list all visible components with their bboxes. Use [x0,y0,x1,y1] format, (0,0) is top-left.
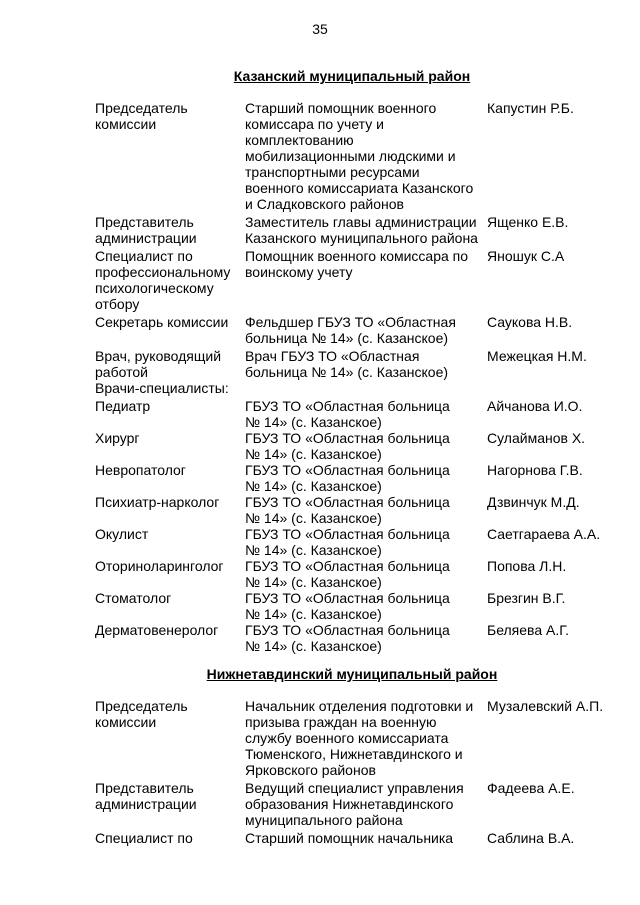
organization-cell: ГБУЗ ТО «Областная больница № 14» (с. Казанское) [245,430,450,462]
table-row [95,830,625,846]
name-cell: Брезгин В.Г. [487,590,566,606]
organization-cell: Старший помощник военного комиссара по учету и комплектованию мобилизационными людскими и транспортными ресурсами военного комиссариата Казанского и Сладковского районов [245,100,474,212]
table-row [95,780,625,828]
table-row [95,348,625,396]
page-number: 35 [312,21,328,37]
name-cell: Фадеева А.Е. [487,780,575,796]
organization-cell: ГБУЗ ТО «Областная больница № 14» (с. Казанское) [245,622,450,654]
role-cell: Представитель администрации [95,214,197,246]
name-cell: Айчанова И.О. [487,398,583,414]
table-row [95,698,625,778]
table-row [95,494,625,526]
role-cell: Педиатр [95,398,151,414]
role-cell: Специалист по [95,830,193,846]
organization-cell: ГБУЗ ТО «Областная больница № 14» (с. Казанское) [245,462,450,494]
role-cell: Врач, руководящий работой Врачи-специалисты: [95,348,229,396]
name-cell: Саблина В.А. [487,830,575,846]
role-cell: Дерматовенеролог [95,622,219,638]
table-row [95,462,625,494]
organization-cell: Ведущий специалист управления образования Нижнетавдинского муниципального района [245,780,464,828]
name-cell: Межецкая Н.М. [487,348,587,364]
section-kazansky-rows [95,100,625,654]
role-cell: Представитель администрации [95,780,197,812]
organization-cell: ГБУЗ ТО «Областная больница № 14» (с. Казанское) [245,494,450,526]
role-cell: Невропатолог [95,462,186,478]
organization-cell: Старший помощник начальника [245,830,454,846]
organization-cell: ГБУЗ ТО «Областная больница № 14» (с. Казанское) [245,398,450,430]
role-cell: Окулист [95,526,149,542]
name-cell: Нагорнова Г.В. [487,462,583,478]
name-cell: Капустин Р.Б. [487,100,574,116]
organization-cell: Заместитель главы администрации Казанского муниципального района [245,214,478,246]
name-cell: Яношук С.А [487,248,565,264]
table-row [95,100,625,212]
name-cell: Беляева А.Г. [487,622,569,638]
table-row [95,248,625,312]
table-row [95,398,625,430]
table-row [95,590,625,622]
role-cell: Председатель комиссии [95,100,188,132]
name-cell: Ященко Е.В. [487,214,569,230]
table-row [95,214,625,246]
name-cell: Саукова Н.В. [487,314,573,330]
organization-cell: ГБУЗ ТО «Областная больница № 14» (с. Казанское) [245,526,450,558]
role-cell: Специалист по профессиональному психологическому отбору [95,248,231,312]
table-row [95,314,625,346]
name-cell: Попова Л.Н. [487,558,567,574]
name-cell: Сулайманов Х. [487,430,586,446]
organization-cell: Фельдшер ГБУЗ ТО «Областная больница № 14» (с. Казанское) [245,314,456,346]
organization-cell: ГБУЗ ТО «Областная больница № 14» (с. Казанское) [245,590,450,622]
section-title-kazansky: Казанский муниципальный район [233,68,471,84]
table-row [95,622,625,654]
name-cell: Дзвинчук М.Д. [487,494,580,510]
role-cell: Хирург [95,430,140,446]
name-cell: Саетгараева А.А. [487,526,601,542]
table-row [95,430,625,462]
role-cell: Председатель комиссии [95,698,188,730]
name-cell: Музалевский А.П. [487,698,604,714]
role-cell: Стоматолог [95,590,172,606]
table-row [95,558,625,590]
organization-cell: ГБУЗ ТО «Областная больница № 14» (с. Казанское) [245,558,450,590]
role-cell: Психиатр-нарколог [95,494,220,510]
section-title-nizhnetavdinsky: Нижнетавдинский муниципальный район [206,666,498,682]
organization-cell: Врач ГБУЗ ТО «Областная больница № 14» (с. Казанское) [245,348,449,380]
table-row [95,526,625,558]
section-nizhnetavdinsky-rows [95,698,625,846]
organization-cell: Помощник военного комиссара по воинскому учету [245,248,469,280]
role-cell: Оториноларинголог [95,558,224,574]
role-cell: Секретарь комиссии [95,314,229,330]
organization-cell: Начальник отделения подготовки и призыва граждан на военную службу военного комиссариата Тюменского, Нижнетавдинского и Ярковского районов [245,698,474,778]
